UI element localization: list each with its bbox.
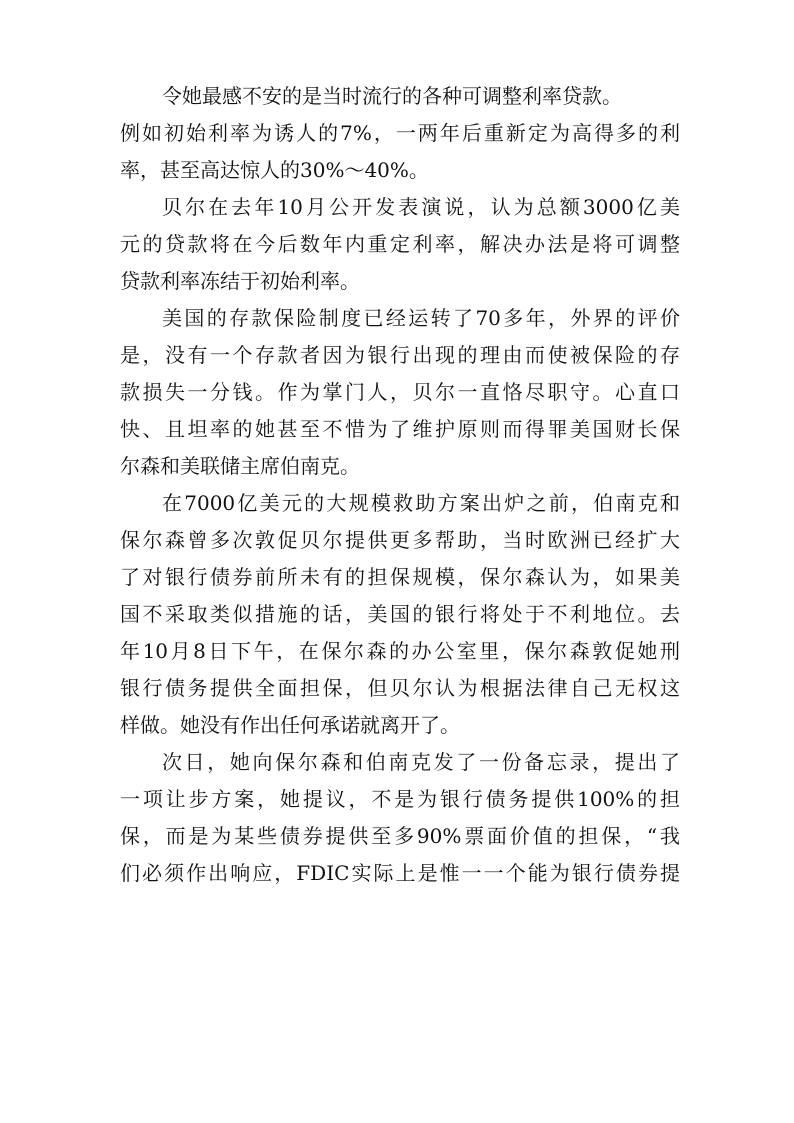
text-line: 了对银行债券前所未有的担保规模，保尔森认为，如果美	[120, 565, 680, 589]
text-line: 贷款利率冻结于初始利率。	[120, 269, 360, 293]
paragraph-deposit-insurance	[120, 300, 680, 485]
document-body	[120, 78, 680, 892]
paragraph-adjustable-rate-loans	[120, 78, 680, 189]
text-line: 次日，她向保尔森和伯南克发了一份备忘录，提出了	[162, 750, 680, 774]
text-line: 贝尔在去年10月公开发表演说，认为总额3000亿美	[162, 195, 680, 219]
text-line: 国不采取类似措施的话，美国的银行将处于不利地位。去	[120, 602, 680, 626]
text-line: 们必须作出响应，FDIC实际上是惟一一个能为银行债券提	[120, 861, 680, 885]
text-line: 款损失一分钱。作为掌门人，贝尔一直恪尽职守。心直口	[120, 380, 680, 404]
paragraph-bair-speech	[120, 189, 680, 300]
text-line: 银行债务提供全面担保，但贝尔认为根据法律自己无权这	[120, 676, 680, 700]
text-line: 尔森和美联储主席伯南克。	[120, 454, 360, 478]
text-line: 快、且坦率的她甚至不惜为了维护原则而得罪美国财长保	[120, 417, 680, 441]
text-line: 例如初始利率为诱人的7%，一两年后重新定为高得多的利	[120, 121, 680, 145]
text-line: 在7000亿美元的大规模救助方案出炉之前，伯南克和	[162, 491, 680, 515]
text-line: 样做。她没有作出任何承诺就离开了。	[120, 713, 460, 737]
text-line: 年10月8日下午，在保尔森的办公室里，保尔森敦促她刑	[120, 639, 680, 663]
text-line: 率，甚至高达惊人的30%～40%。	[120, 158, 429, 182]
paragraph-rescue-plan	[120, 485, 680, 744]
text-line: 令她最感不安的是当时流行的各种可调整利率贷款。	[162, 84, 622, 108]
paragraph-memo-proposal	[120, 744, 680, 892]
text-line: 保尔森曾多次敦促贝尔提供更多帮助，当时欧洲已经扩大	[120, 528, 680, 552]
text-line: 是，没有一个存款者因为银行出现的理由而使被保险的存	[120, 343, 680, 367]
text-line: 一项让步方案，她提议，不是为银行债务提供100%的担	[120, 787, 680, 811]
text-line: 保，而是为某些债券提供至多90%票面价值的担保，“我	[120, 824, 680, 848]
text-line: 美国的存款保险制度已经运转了70多年，外界的评价	[162, 306, 680, 330]
text-line: 元的贷款将在今后数年内重定利率，解决办法是将可调整	[120, 232, 680, 256]
